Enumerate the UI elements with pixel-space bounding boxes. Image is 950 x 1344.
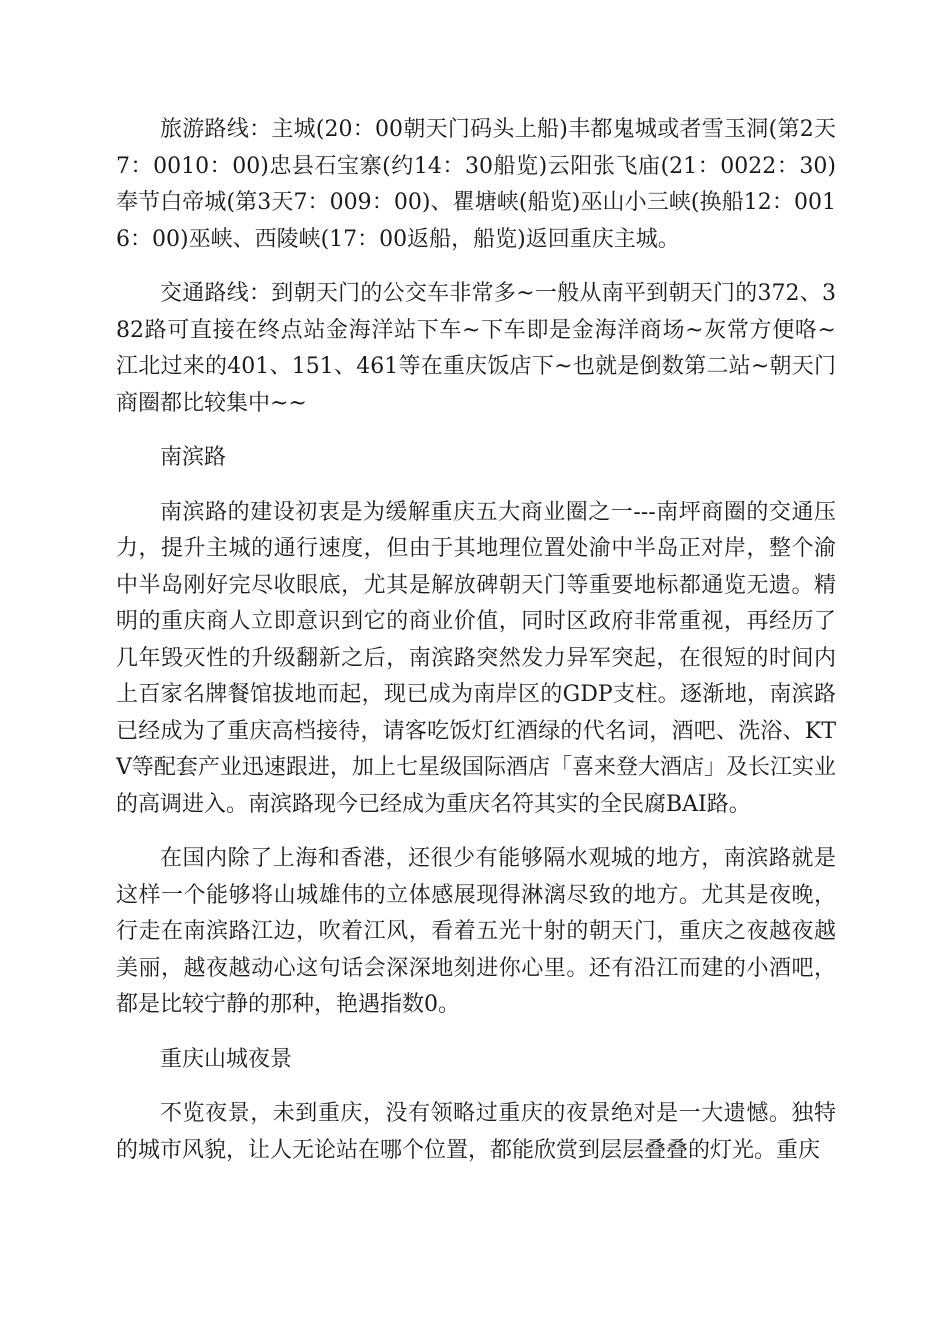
heading-nanbin-road: 南滨路 (160, 445, 227, 470)
paragraph-nanbin-road-night: 在国内除了上海和香港，还很少有能够隔水观城的地方，南滨路就是这样一个能够将山城雄伟的立体感展现得淋漓尽致的地方。尤其是夜晚，行走在南滨路江边，吹着江风，看着五光十射的朝天门，重庆之夜越夜越美丽，越夜越动心这句话会深深地刻进你心里。还有沿江而建的小酒吧，都是比较宁静的那种，艳遇指数0。 (116, 846, 836, 1017)
paragraph-transport-route: 交通路线：到朝天门的公交车非常多~一般从南平到朝天门的372、382路可直接在终点站金海洋站下车~下车即是金海洋商场~灰常方便咯~江北过来的401、151、461等在重庆饭店下~也就是倒数第二站~朝天门商圈都比较集中~~ (116, 281, 836, 416)
document-body (116, 112, 836, 1187)
paragraph-night-view-intro: 不览夜景，未到重庆，没有领略过重庆的夜景绝对是一大遗憾。独特的城市风貌，让人无论站在哪个位置，都能欣赏到层层叠叠的灯光。重庆 (116, 1101, 836, 1163)
paragraph-tour-route: 旅游路线：主城(20：00朝天门码头上船)丰都鬼城或者雪玉洞(第2天7：0010：00)忠县石宝寨(约14：30船览)云阳张飞庙(21：0022：30)奉节白帝城(第3天7：009：00)、瞿塘峡(船览)巫山小三峡(换船12：0016：00)巫峡、西陵峡(17：00返船，船览)返回重庆主城。 (116, 117, 836, 252)
paragraph-nanbin-road-history: 南滨路的建设初衷是为缓解重庆五大商业圈之一---南坪商圈的交通压力，提升主城的通行速度，但由于其地理位置处渝中半岛正对岸，整个渝中半岛刚好完尽收眼底，尤其是解放碑朝天门等重要地标都通览无遗。精明的重庆商人立即意识到它的商业价值，同时区政府非常重视，再经历了几年毁灭性的升级翻新之后，南滨路突然发力异军突起，在很短的时间内上百家名牌餐馆拔地而起，现已成为南岸区的GDP支柱。逐渐地，南滨路已经成为了重庆高档接待，请客吃饭灯红酒绿的代名词，酒吧、洗浴、KTV等配套产业迅速跟进，加上七星级国际酒店「喜来登大酒店」及长江实业的高调进入。南滨路现今已经成为重庆名符其实的全民腐BAI路。 (116, 499, 836, 817)
heading-chongqing-night-view: 重庆山城夜景 (160, 1046, 293, 1072)
